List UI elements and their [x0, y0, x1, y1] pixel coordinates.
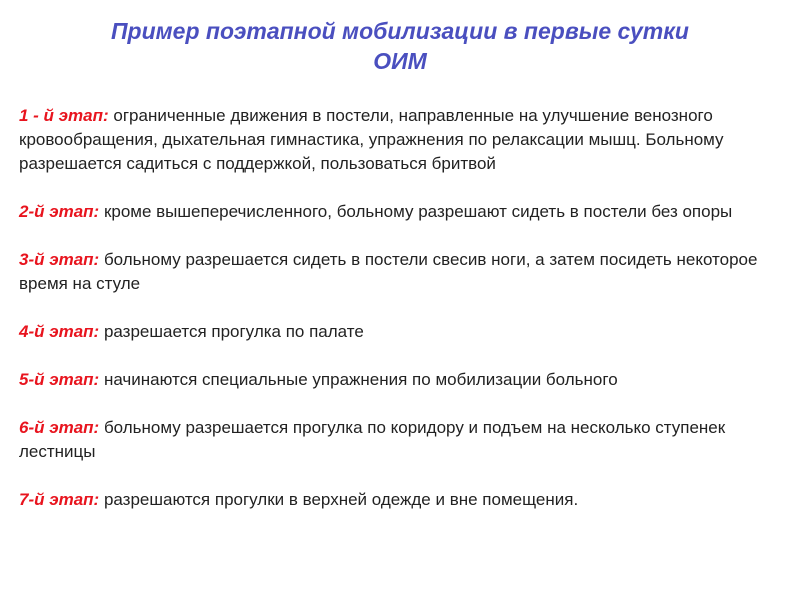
stage-text: разрешаются прогулки в верхней одежде и вне помещения.: [99, 490, 579, 509]
stage-item-2: [19, 200, 779, 224]
stage-label: 2-й этап:: [19, 202, 100, 221]
stage-label: 1 - й этап:: [19, 106, 109, 125]
stage-item-5: [19, 368, 779, 392]
stage-text: начинаются специальные упражнения по мобилизации больного: [99, 370, 618, 389]
stage-item-3: [19, 248, 779, 296]
stage-label: 6-й этап:: [19, 418, 100, 437]
stage-label: 3-й этап:: [19, 250, 100, 269]
stage-text: ограниченные движения в постели, направленные на улучшение венозного кровообращения, дыхательная гимнастика, упражнения по релаксации мышц. Больному разрешается садиться с поддержкой, пользоваться бритвой: [19, 106, 724, 173]
stage-text: больному разрешается сидеть в постели свесив ноги, а затем посидеть некоторое время на стуле: [19, 250, 758, 293]
stage-item-1: [19, 104, 779, 176]
stage-list: [19, 104, 779, 512]
stage-text: кроме вышеперечисленного, больному разрешают сидеть в постели без опоры: [99, 202, 733, 221]
page-title-line-1: Пример поэтапной мобилизации в первые сутки: [111, 18, 689, 44]
stage-label: 5-й этап:: [19, 370, 100, 389]
page-title-line-2: ОИМ: [373, 48, 427, 74]
stage-text: больному разрешается прогулка по коридору и подъем на несколько ступенек лестницы: [19, 418, 726, 461]
stage-label: 7-й этап:: [19, 490, 100, 509]
page-title: [0, 16, 800, 76]
stage-item-4: [19, 320, 779, 344]
stage-label: 4-й этап:: [19, 322, 100, 341]
stage-item-6: [19, 416, 779, 464]
stage-item-7: [19, 488, 779, 512]
stage-text: разрешается прогулка по палате: [99, 322, 364, 341]
